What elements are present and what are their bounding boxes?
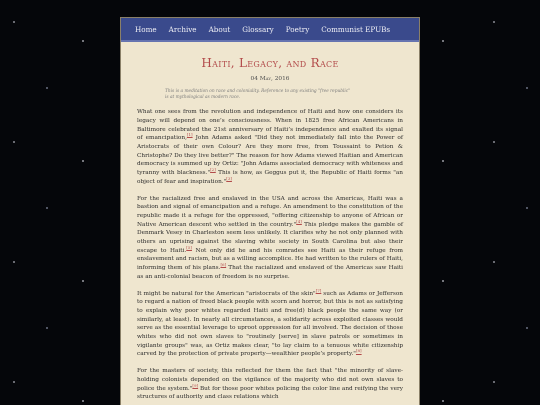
nav-poetry-link[interactable]: Poetry bbox=[285, 24, 310, 34]
nav-about-link[interactable]: About bbox=[208, 24, 231, 34]
paragraph-text: such as Adams or Jefferson to regard a nation of freed black people with scorn and horror, but this is not as satisfying to explain why poor whites regarded Haiti and free(d) black people the same way (or similarly, at least). In nearly all circumstances, a solidarity across exploited classes would serve as the essential leverage to uproot oppression for all involved. The decision of those whites who did not own slaves to "routinely [serve] in slave patrols or sometimes in vigilante groups" was, as Ortiz makes clear, "to lay claim to a tenuous white citizenship carved by the protection of private property—wealthier people’s property." bbox=[137, 290, 403, 358]
footnote-ref-7[interactable]: [7] bbox=[315, 287, 322, 293]
footnote-ref-2[interactable]: [2] bbox=[210, 167, 216, 173]
paragraph-text: That the racialized and enslaved of the Americas saw Haiti as an anti-colonial beacon of freedom is no surprise. bbox=[137, 265, 404, 280]
top-nav bbox=[121, 18, 419, 42]
paragraph-4 bbox=[137, 367, 403, 402]
nav-communist-epubs-link[interactable]: Communist EPUBs bbox=[321, 24, 391, 34]
paragraph-text: Not only did he and his comrades see Haiti as their refuge from enslavement and racism, but as a willing accomplice. He had written to the rulers of Haiti, informing them of his plans. bbox=[137, 247, 404, 272]
paragraph-2 bbox=[137, 195, 403, 282]
article-note: This is a meditation on race and coloniality. Reference to any existing "free republic" is at mythological as modern race. bbox=[165, 89, 351, 100]
paragraph-3 bbox=[137, 287, 403, 360]
paragraph-text: John Adams asked "Did they not immediately fall into the Power of Aristocrats of their own Colour? Are they more free, from Toussaint to Petion & Christophe? Do they live better?" The reason for how Adams viewed Haitian and American democracy is summed up by Ortiz: "John Adams associated democracy with whiteness and tyranny with blackness." bbox=[137, 135, 403, 177]
paragraph-text: What one sees from the revolution and independence of Haiti and how one considers its legacy will depend on one’s consciousness. When in 1825 free African Americans in Baltimore celebrated the 21st anniversary of Haiti’s independence and exalted its signal of emancipation, bbox=[137, 109, 403, 142]
paragraph-text: For the masters of society, this reflected for them the fact that "the minority of slave-holding colonists depended on the vigilance of the majority who did not own slaves to police the system." bbox=[137, 368, 403, 392]
paragraph-text: But for those poor whites policing the color line and reifying the very structures of authority and class relations which bbox=[137, 385, 403, 401]
paragraph-text: It might be natural for the American "aristocrats of the skin" bbox=[137, 290, 316, 297]
article-page bbox=[121, 18, 419, 405]
paragraph-text: This is how, as Geggus put it, the Republic of Haiti forms "an object of fear and inspiration." bbox=[137, 170, 403, 185]
footnote-ref-9[interactable]: [9] bbox=[192, 382, 199, 388]
nav-home-link[interactable]: Home bbox=[135, 24, 157, 34]
nav-archive-link[interactable]: Archive bbox=[168, 24, 197, 34]
paragraph-1 bbox=[137, 108, 403, 186]
article-date: 04 May, 2016 bbox=[250, 76, 290, 82]
nav-glossary-link[interactable]: Glossary bbox=[242, 24, 274, 34]
page-title: Haiti, Legacy, and Race bbox=[201, 56, 339, 70]
footnote-ref-8[interactable]: [8] bbox=[355, 348, 362, 354]
article-content bbox=[121, 42, 419, 402]
paragraph-text: This pledge makes the gamble of Denmark Vesey in Charleston seem less unlikely. It clarifies why he not only planned with others an uprising against the slaving white society in South Carolina but also their escape to Haiti. bbox=[137, 221, 403, 254]
footnote-ref-3[interactable]: [3] bbox=[226, 175, 232, 181]
paragraph-text: For the racialized free and enslaved in the USA and across the Americas, Haiti was a bastion and signal of emancipation and a refuge. An amendment to the constitution of the republic made it a refuge for the oppressed, "offering citizenship to anyone of African or Native American descent who settled in the country." bbox=[137, 195, 403, 228]
footnote-ref-5[interactable]: [5] bbox=[186, 244, 192, 250]
footnote-ref-1[interactable]: [1] bbox=[186, 132, 193, 138]
footnote-ref-4[interactable]: [4] bbox=[296, 218, 302, 224]
footnote-ref-6[interactable]: [6] bbox=[220, 262, 227, 268]
